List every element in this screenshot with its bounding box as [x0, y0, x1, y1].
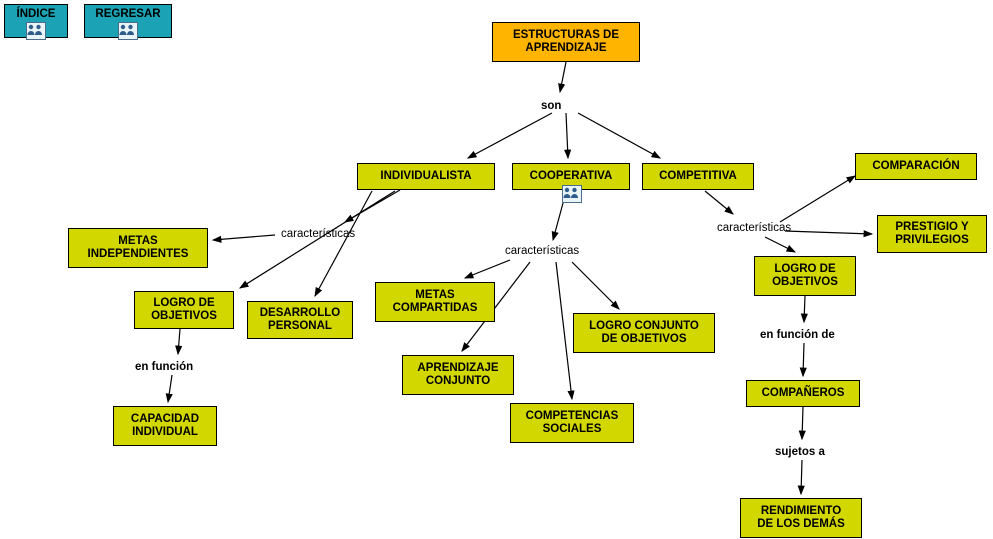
- node-label: METAS INDEPENDIENTES: [87, 235, 189, 260]
- node-label: APRENDIZAJE CONJUNTO: [417, 362, 499, 387]
- people-icon: [118, 22, 138, 40]
- node-metas-compartidas[interactable]: [375, 282, 495, 322]
- link-label-en-funcion-de: en función de: [760, 329, 835, 341]
- node-logro-de-objetivos-competitiva[interactable]: [754, 256, 856, 296]
- node-label: LOGRO DE OBJETIVOS: [151, 297, 217, 322]
- node-rendimiento-de-los-demas[interactable]: [740, 498, 862, 538]
- node-competitiva[interactable]: [642, 163, 754, 190]
- node-estructuras-de-aprendizaje[interactable]: [492, 22, 640, 62]
- node-label: COMPETITIVA: [659, 170, 737, 182]
- link-label-caracteristicas-competitiva: características: [717, 222, 792, 234]
- people-icon: [26, 22, 46, 40]
- link-label-en-funcion: en función: [135, 361, 194, 373]
- node-label: COOPERATIVA: [529, 170, 613, 182]
- node-label: COMPETENCIAS SOCIALES: [525, 410, 619, 435]
- node-label: ESTRUCTURAS DE APRENDIZAJE: [512, 29, 620, 54]
- link-label-caracteristicas-cooperativa: características: [505, 245, 580, 257]
- node-logro-de-objetivos-individualista[interactable]: [134, 291, 234, 329]
- node-label: INDIVIDUALISTA: [380, 170, 472, 182]
- node-label: COMPAÑEROS: [761, 387, 845, 399]
- node-label: METAS COMPARTIDAS: [392, 289, 478, 314]
- node-label: DESARROLLO PERSONAL: [259, 307, 341, 332]
- node-logro-conjunto-de-objetivos[interactable]: [573, 313, 715, 353]
- node-comparacion[interactable]: [855, 153, 977, 180]
- node-competencias-sociales[interactable]: [510, 403, 634, 443]
- node-companeros[interactable]: [746, 380, 860, 407]
- node-aprendizaje-conjunto[interactable]: [402, 355, 514, 395]
- node-desarrollo-personal[interactable]: [247, 301, 353, 339]
- link-label-caracteristicas-individualista: características: [281, 228, 356, 240]
- node-label: COMPARACIÓN: [872, 160, 960, 172]
- indice-button-label: ÍNDICE: [16, 8, 56, 20]
- people-icon[interactable]: [562, 185, 582, 203]
- link-label-sujetos-a: sujetos a: [775, 446, 825, 458]
- regresar-button-label: REGRESAR: [95, 8, 161, 20]
- node-metas-independientes[interactable]: [68, 228, 208, 268]
- node-label: LOGRO DE OBJETIVOS: [772, 263, 838, 288]
- link-label-son: son: [541, 100, 562, 112]
- node-label: LOGRO CONJUNTO DE OBJETIVOS: [589, 320, 699, 345]
- node-prestigio-y-privilegios[interactable]: [877, 215, 987, 253]
- node-label: PRESTIGIO Y PRIVILEGIOS: [895, 221, 969, 246]
- node-label: CAPACIDAD INDIVIDUAL: [130, 413, 200, 438]
- node-individualista[interactable]: [357, 163, 495, 190]
- node-capacidad-individual[interactable]: [113, 406, 217, 446]
- node-label: RENDIMIENTO DE LOS DEMÁS: [757, 505, 845, 530]
